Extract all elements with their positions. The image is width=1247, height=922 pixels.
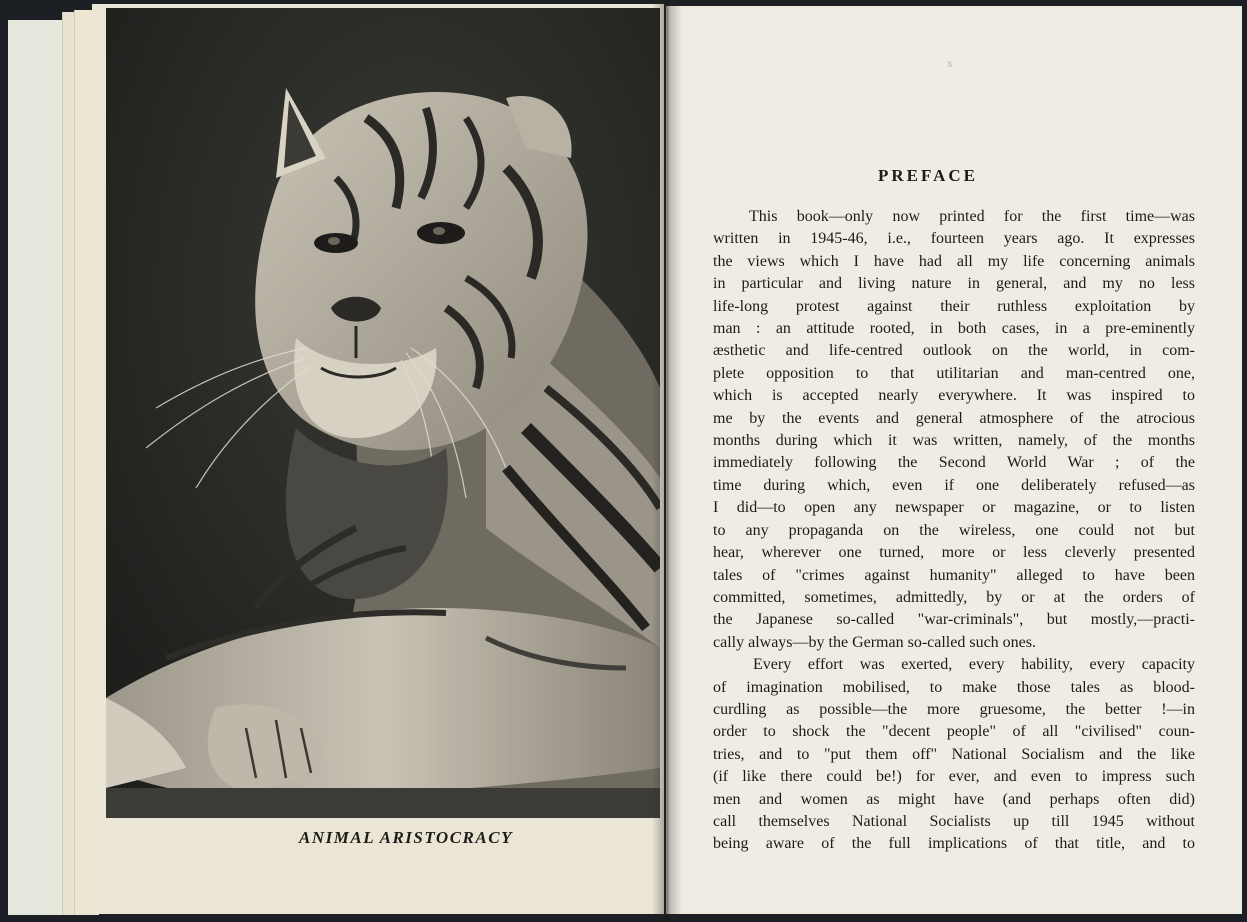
text-line: committed, sometimes, admittedly, by or at the orders of xyxy=(713,588,1195,606)
text-line: order to shock the "decent people" of all "civilised" coun- xyxy=(713,723,1195,741)
text-line: time during which, even if one deliberately refused—as xyxy=(713,476,1195,494)
text-line: æsthetic and life-centred outlook on the world, in com- xyxy=(713,342,1195,360)
preface-body xyxy=(713,206,1195,856)
text-line: cally always—by the German so-called such ones. xyxy=(713,633,1037,651)
photo-caption: ANIMAL ARISTOCRACY xyxy=(299,828,513,847)
text-line: being aware of the full implications of that title, and to xyxy=(713,835,1195,853)
paragraph-1 xyxy=(713,206,1195,654)
text-line: which is accepted nearly everywhere. It was inspired to xyxy=(713,387,1195,405)
text-line: (if like there could be!) for ever, and even to impress such xyxy=(713,768,1195,786)
text-line: curdling as possible—the more gruesome, the better !—in xyxy=(713,700,1195,718)
text-line: in particular and living nature in general, and my no less xyxy=(713,275,1195,293)
page-mark: x xyxy=(947,56,953,70)
tiger-photograph xyxy=(106,8,660,818)
text-line: to any propaganda on the wireless, one could not but xyxy=(713,521,1195,539)
text-line: This book—only now printed for the first time—was xyxy=(749,208,1195,225)
book-gutter-shadow xyxy=(652,0,682,922)
tiger-illustration xyxy=(106,8,660,818)
text-line: men and women as might have (and perhaps often did) xyxy=(713,790,1195,808)
text-line: the views which I have had all my life concerning animals xyxy=(713,252,1195,270)
text-line: call themselves National Socialists up till 1945 without xyxy=(713,812,1195,830)
text-line: Every effort was exerted, every hability, every capacity xyxy=(753,656,1195,674)
text-line: tries, and to "put them off" National Socialism and the like xyxy=(713,745,1195,763)
text-line: plete opposition to that utilitarian and man-centred one, xyxy=(713,364,1195,382)
text-line: immediately following the Second World War ; of the xyxy=(713,454,1195,472)
paragraph-2 xyxy=(713,654,1195,856)
text-line: months during which it was written, namely, of the months xyxy=(713,432,1195,450)
text-line: hear, wherever one turned, more or less cleverly presented xyxy=(713,544,1195,562)
text-line: man : an attitude rooted, in both cases, in a pre-eminently xyxy=(713,320,1195,338)
text-line: me by the events and general atmosphere of the atrocious xyxy=(713,409,1195,427)
preface-heading: PREFACE xyxy=(878,166,979,185)
text-line: tales of "crimes against humanity" alleged to have been xyxy=(713,566,1195,584)
text-line: life-long protest against their ruthless exploitation by xyxy=(713,297,1195,315)
text-line: of imagination mobilised, to make those tales as blood- xyxy=(713,678,1195,696)
text-line: written in 1945-46, i.e., fourteen years ago. It expresses xyxy=(713,230,1195,248)
text-line: I did—to open any newspaper or magazine, or to listen xyxy=(713,499,1195,517)
text-line: the Japanese so-called "war-criminals", but mostly,—practi- xyxy=(713,611,1195,629)
